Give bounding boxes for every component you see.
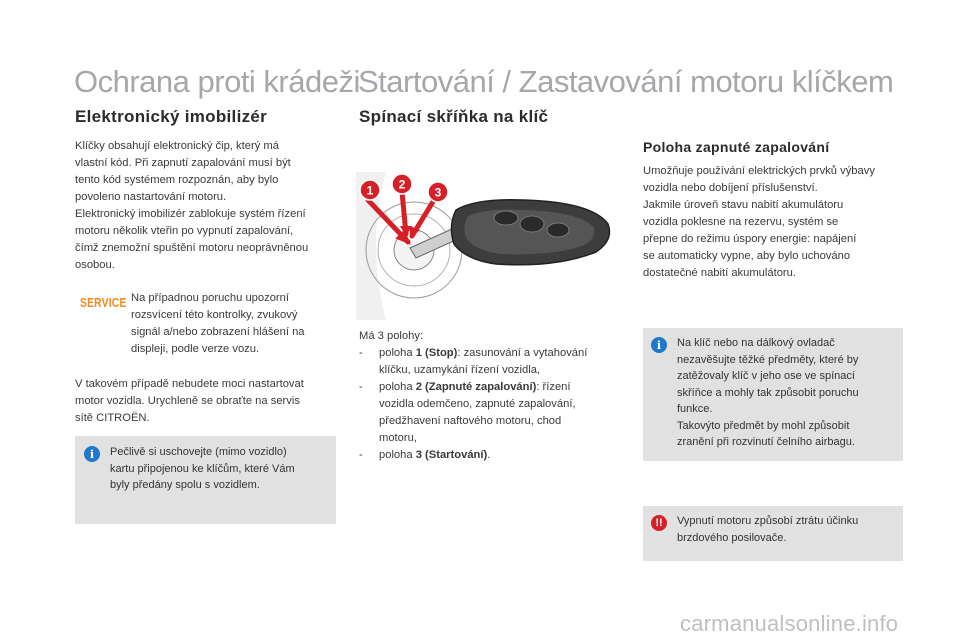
page-title-right: Startování / Zastavování motoru klíčkem [358, 64, 894, 99]
position-name: 2 (Zapnuté zapalování) [415, 381, 537, 393]
text-line: Na klíč nebo na dálkový ovladač [677, 337, 835, 349]
text-line: Pečlivě si uschovejte (mimo vozidlo) [110, 446, 287, 458]
position-prefix: poloha [379, 381, 416, 393]
text-line: se automaticky vypne, aby bylo uchováno [643, 250, 851, 262]
info-box-text [110, 444, 330, 494]
info-box-text [677, 335, 899, 451]
warning-icon: !! [651, 515, 667, 531]
text-line: zatěžovaly klíč v jeho ose ve spínací [677, 370, 855, 382]
positions-intro: Má 3 polohy: [359, 330, 424, 342]
text-line: Vypnutí motoru způsobí ztrátu účinku [677, 515, 859, 527]
info-box-key-card [75, 436, 336, 524]
text-line: Jakmile úroveň stavu nabití akumulátoru [643, 199, 844, 211]
list-item-position-2 [359, 379, 629, 447]
text-line: motor vozidla. Urychleně se obraťte na servis [75, 395, 300, 407]
list-dash: - [359, 381, 363, 393]
text-line: čímž znemožní spuštění motoru neoprávněnou [75, 242, 309, 254]
text-line: předžhavení naftového motoru, chod [379, 415, 562, 427]
text-line: nezavěšujte těžké předměty, které by [677, 353, 859, 366]
dealer-paragraph [75, 376, 345, 427]
text-line: přepne do režimu úspory energie: napájení [643, 233, 857, 245]
text-line: vlastní kód. Při zapnutí zapalování musí být [75, 157, 291, 169]
text-line: signál a/nebo zobrazení hlášení na [131, 326, 305, 338]
warning-box-text [677, 513, 899, 546]
list-dash: - [359, 347, 363, 359]
illustration-label-3: 3 [434, 185, 442, 200]
text-line: V takovém případě nebudete moci nastartovat [75, 378, 304, 390]
position-prefix: poloha [379, 347, 416, 359]
text-line: : řízení [536, 381, 571, 393]
text-line: Takovýto předmět by mohl způsobit [677, 419, 850, 432]
text-line: vozidla nebo dobíjení příslušenství. [643, 182, 818, 194]
position-prefix: poloha [379, 449, 416, 461]
position-name: 3 (Startování) [415, 449, 488, 461]
text-line: vozidla odemčeno, zapnuté zapalování, [379, 398, 576, 410]
immobilizer-paragraph [75, 138, 345, 274]
ignition-on-paragraph [643, 163, 913, 282]
section-heading-ignition-switch: Spínací skříňka na klíč [359, 107, 549, 126]
illustration-label-2: 2 [398, 177, 406, 192]
text-line: funkce. [677, 403, 713, 415]
text-line: rozsvícení této kontrolky, zvukový [131, 309, 298, 321]
service-lamp-note [131, 290, 341, 358]
text-line: vozidla poklesne na rezervu, systém se [643, 216, 839, 228]
illustration-label-1: 1 [366, 183, 374, 198]
list-dash: - [359, 449, 363, 461]
page-title-left: Ochrana proti krádeži [74, 64, 360, 99]
section-heading-immobilizer: Elektronický imobilizér [75, 107, 268, 126]
text-line: byly předány spolu s vozidlem. [110, 479, 260, 491]
info-icon: i [651, 337, 667, 353]
service-warning-lamp-icon: SERVICE [80, 296, 127, 310]
text-line: Na případnou poruchu upozorní [131, 292, 289, 304]
text-line: Klíčky obsahují elektronický čip, který má [75, 140, 279, 152]
text-line: Elektronický imobilizér zablokuje systém řízení [75, 208, 306, 220]
info-box-heavy-objects [643, 328, 903, 461]
text-line: motoru, [379, 432, 417, 444]
text-line: dostatečné nabití akumulátoru. [643, 267, 796, 279]
text-line: zranění při rozvinutí čelního airbagu. [677, 436, 855, 448]
ignition-positions-list [359, 328, 629, 464]
list-item-position-3 [359, 447, 629, 464]
text-line: displeji, podle verze vozu. [131, 343, 260, 355]
text-line: klíčku, uzamykání řízení vozidla, [379, 364, 541, 376]
watermark-url: carmanualsonline.info [680, 611, 899, 636]
text-line: : zasunování a vytahování [457, 347, 588, 359]
ignition-key-illustration [356, 172, 618, 320]
text-line: kartu připojenou ke klíčům, které Vám [110, 462, 295, 475]
text-line: osobou. [75, 259, 115, 271]
text-line: skříňce a mohly tak způsobit poruchu [677, 386, 859, 399]
text-line: brzdového posilovače. [677, 531, 787, 544]
info-icon: i [84, 446, 100, 462]
warning-box-brake-servo [643, 506, 903, 561]
text-line: Umožňuje používání elektrických prvků výbavy [643, 165, 875, 177]
list-item-position-1 [359, 345, 629, 379]
text-line: povoleno nastartování motoru. [75, 191, 227, 203]
section-heading-ignition-on: Poloha zapnuté zapalování [643, 139, 830, 155]
text-line: tento kód systémem rozpoznán, aby bylo [75, 174, 279, 186]
text-line: sítě CITROËN. [75, 412, 150, 424]
text-line: . [487, 449, 491, 461]
position-name: 1 (Stop) [415, 347, 458, 359]
text-line: motoru několik vteřin po vypnutí zapalování, [75, 225, 294, 237]
